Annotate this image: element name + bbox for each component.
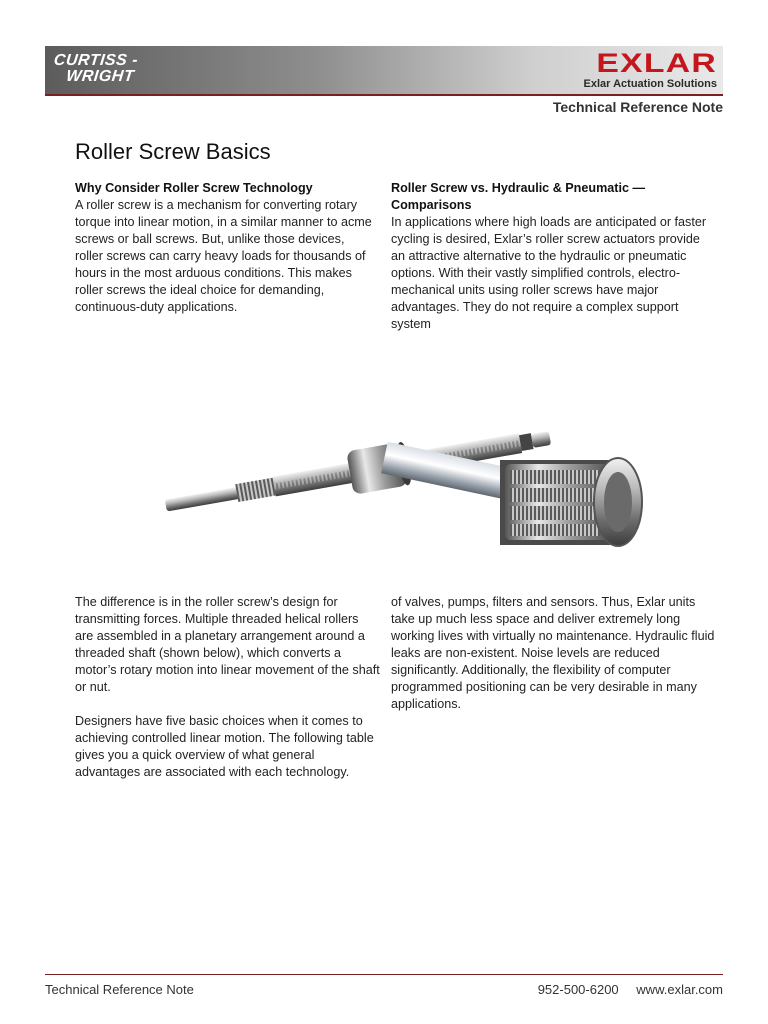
- page-title: Roller Screw Basics: [75, 139, 271, 164]
- logo-line-1: CURTISS -: [53, 52, 140, 69]
- footer-note-label: Technical Reference Note: [45, 982, 194, 997]
- section-body: In applications where high loads are anticipated or faster cycling is desired, Exlar’s roller screw actuators provide an attractive alternative to the hydraulic or pneumatic options. With their vastly simplified controls, electro-mechanical units using roller screws have major advantages. They do not require a complex support system: [391, 215, 707, 331]
- section-comparisons: [391, 180, 716, 333]
- section-comparisons-continued: [391, 594, 721, 713]
- section-body: of valves, pumps, filters and sensors. Thus, Exlar units take up much less space and deliver extremely long working lives with virtually no maintenance. Hydraulic fluid leaks are non-existent. Noise levels are reduced significantly. Additionally, the flexibility of computer programmed positioning can be very desirable in many applications.: [391, 595, 715, 711]
- logo-line-2: WRIGHT: [65, 68, 135, 85]
- footer-divider: [45, 974, 723, 975]
- paragraph-design: The difference is in the roller screw’s design for transmitting forces. Multiple threaded helical rollers are assembled in a planetary arrangement around a threaded shaft (shown below), which converts a motor’s rotary motion into linear movement of the shaft or nut.: [75, 595, 380, 694]
- paragraph-choices: Designers have five basic choices when it comes to achieving controlled linear motion. The following table gives you a quick overview of what general advantages are associated with each technology.: [75, 714, 374, 779]
- footer-contact: [538, 982, 723, 997]
- roller-screw-illustration: [140, 360, 660, 575]
- exlar-wordmark: EXLAR: [596, 48, 717, 78]
- cutaway-detail: [381, 442, 642, 546]
- section-heading: Why Consider Roller Screw Technology: [75, 181, 313, 195]
- footer-website-link[interactable]: www.exlar.com: [636, 982, 723, 997]
- header-subtitle: Technical Reference Note: [552, 99, 723, 115]
- exlar-logo: [557, 50, 717, 90]
- curtiss-wright-logo: [51, 53, 164, 85]
- section-why-roller-screw: [75, 180, 375, 316]
- footer-phone: 952-500-6200: [537, 982, 619, 997]
- section-heading: Roller Screw vs. Hydraulic & Pneumatic — Comparisons: [391, 181, 646, 212]
- exlar-tagline: Exlar Actuation Solutions: [583, 78, 717, 90]
- section-design-difference: [75, 594, 380, 781]
- section-body: A roller screw is a mechanism for converting rotary torque into linear motion, in a similar manner to acme screws or ball screws. But, unlike those devices, roller screws can carry heavy loads for thousands of hours in the most arduous conditions. This makes roller screws the ideal choice for demanding, continuous-duty applications.: [75, 198, 372, 314]
- header-band: [45, 46, 723, 96]
